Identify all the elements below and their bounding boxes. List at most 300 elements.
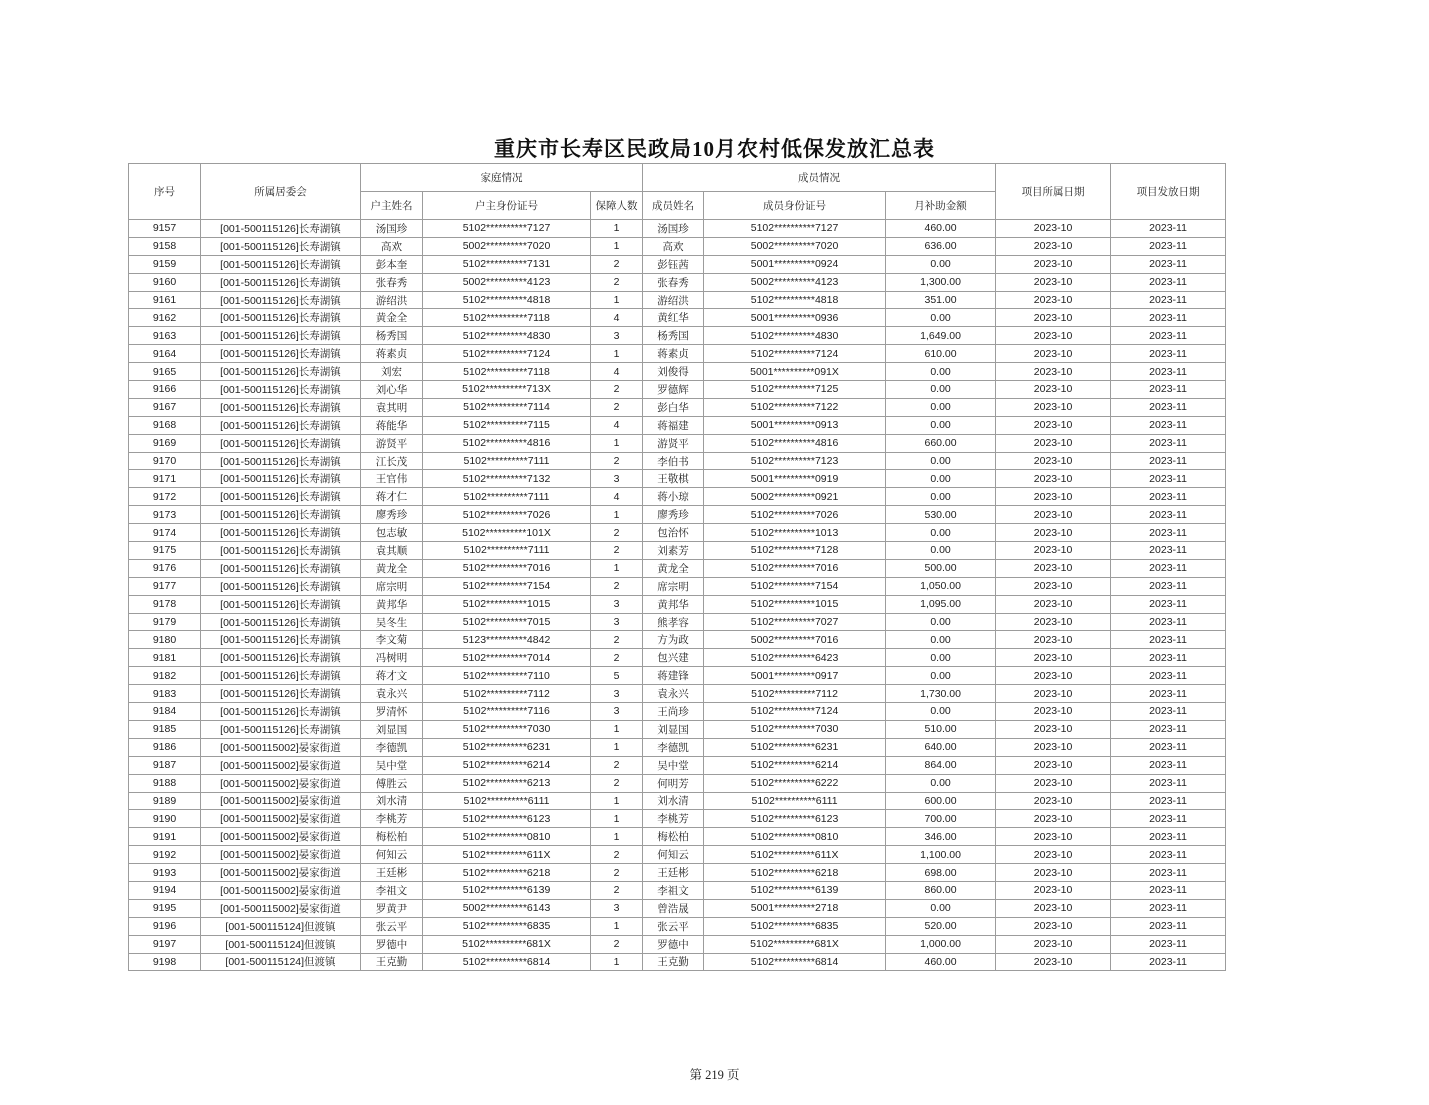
cell-monthly-subsidy: 520.00 xyxy=(886,917,996,935)
header-project-period: 项目所属日期 xyxy=(996,164,1111,220)
cell-head-id: 5102**********7114 xyxy=(423,398,591,416)
table-row xyxy=(129,237,1226,255)
header-insured-count: 保障人数 xyxy=(591,192,643,220)
cell-member-id: 5102**********7124 xyxy=(704,703,886,721)
cell-issue-date: 2023-11 xyxy=(1111,935,1226,953)
cell-insured-count: 2 xyxy=(591,774,643,792)
cell-insured-count: 1 xyxy=(591,237,643,255)
table-body xyxy=(129,220,1226,971)
cell-committee: [001-500115126]长寿湖镇 xyxy=(201,488,361,506)
cell-member-name: 高欢 xyxy=(643,237,704,255)
cell-member-name: 包治怀 xyxy=(643,524,704,542)
cell-member-name: 黄龙全 xyxy=(643,559,704,577)
cell-head-name: 彭本奎 xyxy=(361,255,423,273)
cell-member-name: 李伯书 xyxy=(643,452,704,470)
cell-head-name: 刘水清 xyxy=(361,792,423,810)
table-row xyxy=(129,864,1226,882)
cell-monthly-subsidy: 0.00 xyxy=(886,488,996,506)
cell-head-id: 5002**********6143 xyxy=(423,899,591,917)
cell-committee: [001-500115126]长寿湖镇 xyxy=(201,416,361,434)
cell-head-name: 李德凯 xyxy=(361,738,423,756)
cell-issue-date: 2023-11 xyxy=(1111,506,1226,524)
cell-monthly-subsidy: 1,095.00 xyxy=(886,595,996,613)
cell-head-name: 游贤平 xyxy=(361,434,423,452)
header-head-id: 户主身份证号 xyxy=(423,192,591,220)
cell-insured-count: 3 xyxy=(591,470,643,488)
cell-head-id: 5002**********4123 xyxy=(423,273,591,291)
cell-member-name: 方为政 xyxy=(643,631,704,649)
cell-head-id: 5102**********7111 xyxy=(423,542,591,560)
cell-project-period: 2023-10 xyxy=(996,255,1111,273)
cell-project-period: 2023-10 xyxy=(996,559,1111,577)
cell-issue-date: 2023-11 xyxy=(1111,703,1226,721)
table-row xyxy=(129,363,1226,381)
table-row xyxy=(129,792,1226,810)
cell-issue-date: 2023-11 xyxy=(1111,434,1226,452)
cell-member-id: 5102**********7154 xyxy=(704,577,886,595)
cell-member-name: 蒋福建 xyxy=(643,416,704,434)
cell-project-period: 2023-10 xyxy=(996,291,1111,309)
cell-head-id: 5102**********7026 xyxy=(423,506,591,524)
cell-insured-count: 4 xyxy=(591,488,643,506)
cell-issue-date: 2023-11 xyxy=(1111,273,1226,291)
cell-insured-count: 3 xyxy=(591,327,643,345)
cell-member-id: 5002**********7020 xyxy=(704,237,886,255)
table-row xyxy=(129,309,1226,327)
table-row xyxy=(129,667,1226,685)
cell-committee: [001-500115124]但渡镇 xyxy=(201,917,361,935)
cell-member-id: 5102**********7030 xyxy=(704,720,886,738)
cell-committee: [001-500115126]长寿湖镇 xyxy=(201,577,361,595)
cell-insured-count: 2 xyxy=(591,542,643,560)
table-row xyxy=(129,506,1226,524)
table-row xyxy=(129,381,1226,399)
cell-insured-count: 1 xyxy=(591,506,643,524)
cell-insured-count: 1 xyxy=(591,291,643,309)
cell-monthly-subsidy: 1,649.00 xyxy=(886,327,996,345)
cell-member-name: 刘显国 xyxy=(643,720,704,738)
cell-project-period: 2023-10 xyxy=(996,631,1111,649)
cell-project-period: 2023-10 xyxy=(996,828,1111,846)
cell-member-name: 彭白华 xyxy=(643,398,704,416)
cell-head-name: 杨秀国 xyxy=(361,327,423,345)
cell-project-period: 2023-10 xyxy=(996,345,1111,363)
cell-head-name: 黄龙全 xyxy=(361,559,423,577)
cell-project-period: 2023-10 xyxy=(996,237,1111,255)
cell-monthly-subsidy: 700.00 xyxy=(886,810,996,828)
cell-committee: [001-500115126]长寿湖镇 xyxy=(201,220,361,238)
cell-serial: 9179 xyxy=(129,613,201,631)
cell-head-name: 蒋能华 xyxy=(361,416,423,434)
cell-issue-date: 2023-11 xyxy=(1111,774,1226,792)
cell-committee: [001-500115126]长寿湖镇 xyxy=(201,327,361,345)
cell-member-name: 杨秀国 xyxy=(643,327,704,345)
cell-issue-date: 2023-11 xyxy=(1111,649,1226,667)
cell-insured-count: 1 xyxy=(591,559,643,577)
header-member-name: 成员姓名 xyxy=(643,192,704,220)
cell-serial: 9168 xyxy=(129,416,201,434)
cell-head-id: 5102**********4816 xyxy=(423,434,591,452)
cell-project-period: 2023-10 xyxy=(996,577,1111,595)
cell-insured-count: 3 xyxy=(591,613,643,631)
cell-head-id: 5102**********7030 xyxy=(423,720,591,738)
cell-issue-date: 2023-11 xyxy=(1111,488,1226,506)
table-row xyxy=(129,345,1226,363)
summary-table xyxy=(128,163,1226,971)
cell-head-id: 5102**********7132 xyxy=(423,470,591,488)
cell-head-name: 刘心华 xyxy=(361,381,423,399)
cell-committee: [001-500115126]长寿湖镇 xyxy=(201,703,361,721)
cell-member-name: 吴中堂 xyxy=(643,756,704,774)
cell-monthly-subsidy: 864.00 xyxy=(886,756,996,774)
table-header xyxy=(129,164,1226,220)
cell-monthly-subsidy: 640.00 xyxy=(886,738,996,756)
cell-insured-count: 2 xyxy=(591,524,643,542)
cell-member-id: 5102**********7027 xyxy=(704,613,886,631)
cell-monthly-subsidy: 346.00 xyxy=(886,828,996,846)
cell-head-id: 5102**********6213 xyxy=(423,774,591,792)
cell-member-name: 何明芳 xyxy=(643,774,704,792)
cell-serial: 9171 xyxy=(129,470,201,488)
cell-project-period: 2023-10 xyxy=(996,381,1111,399)
cell-committee: [001-500115126]长寿湖镇 xyxy=(201,613,361,631)
header-issue-date: 项目发放日期 xyxy=(1111,164,1226,220)
page-number: 第 219 页 xyxy=(689,1068,740,1082)
cell-head-id: 5102**********6835 xyxy=(423,917,591,935)
table-row xyxy=(129,488,1226,506)
cell-serial: 9160 xyxy=(129,273,201,291)
cell-issue-date: 2023-11 xyxy=(1111,220,1226,238)
cell-serial: 9190 xyxy=(129,810,201,828)
cell-head-name: 傅胜云 xyxy=(361,774,423,792)
cell-serial: 9164 xyxy=(129,345,201,363)
cell-insured-count: 4 xyxy=(591,416,643,434)
cell-committee: [001-500115126]长寿湖镇 xyxy=(201,595,361,613)
cell-member-id: 5102**********7026 xyxy=(704,506,886,524)
cell-head-id: 5102**********7111 xyxy=(423,452,591,470)
cell-member-id: 5102**********7123 xyxy=(704,452,886,470)
cell-monthly-subsidy: 0.00 xyxy=(886,381,996,399)
cell-serial: 9175 xyxy=(129,542,201,560)
cell-committee: [001-500115126]长寿湖镇 xyxy=(201,309,361,327)
cell-head-id: 5102**********7115 xyxy=(423,416,591,434)
cell-head-name: 王克勤 xyxy=(361,953,423,971)
cell-member-name: 梅松柏 xyxy=(643,828,704,846)
cell-member-id: 5001**********0919 xyxy=(704,470,886,488)
cell-serial: 9195 xyxy=(129,899,201,917)
table-row xyxy=(129,559,1226,577)
cell-head-id: 5102**********7014 xyxy=(423,649,591,667)
cell-insured-count: 1 xyxy=(591,810,643,828)
cell-insured-count: 3 xyxy=(591,595,643,613)
cell-head-id: 5102**********7154 xyxy=(423,577,591,595)
cell-serial: 9159 xyxy=(129,255,201,273)
cell-committee: [001-500115126]长寿湖镇 xyxy=(201,345,361,363)
table-row xyxy=(129,935,1226,953)
cell-committee: [001-500115126]长寿湖镇 xyxy=(201,273,361,291)
cell-project-period: 2023-10 xyxy=(996,470,1111,488)
cell-project-period: 2023-10 xyxy=(996,899,1111,917)
cell-issue-date: 2023-11 xyxy=(1111,345,1226,363)
cell-monthly-subsidy: 0.00 xyxy=(886,667,996,685)
cell-insured-count: 3 xyxy=(591,703,643,721)
cell-committee: [001-500115126]长寿湖镇 xyxy=(201,542,361,560)
table-row xyxy=(129,917,1226,935)
cell-insured-count: 1 xyxy=(591,917,643,935)
cell-monthly-subsidy: 610.00 xyxy=(886,345,996,363)
cell-committee: [001-500115002]晏家街道 xyxy=(201,864,361,882)
cell-head-name: 李桃芳 xyxy=(361,810,423,828)
cell-member-name: 刘水清 xyxy=(643,792,704,810)
cell-member-id: 5102**********6123 xyxy=(704,810,886,828)
cell-head-id: 5123**********4842 xyxy=(423,631,591,649)
cell-insured-count: 1 xyxy=(591,434,643,452)
cell-head-id: 5102**********0810 xyxy=(423,828,591,846)
cell-head-name: 包志敏 xyxy=(361,524,423,542)
cell-member-name: 蒋小琼 xyxy=(643,488,704,506)
cell-serial: 9165 xyxy=(129,363,201,381)
cell-member-id: 5102**********1013 xyxy=(704,524,886,542)
cell-issue-date: 2023-11 xyxy=(1111,792,1226,810)
cell-monthly-subsidy: 1,000.00 xyxy=(886,935,996,953)
cell-issue-date: 2023-11 xyxy=(1111,613,1226,631)
cell-member-id: 5002**********7016 xyxy=(704,631,886,649)
cell-member-id: 5102**********6218 xyxy=(704,864,886,882)
cell-committee: [001-500115126]长寿湖镇 xyxy=(201,381,361,399)
cell-monthly-subsidy: 0.00 xyxy=(886,542,996,560)
cell-monthly-subsidy: 0.00 xyxy=(886,416,996,434)
table-row xyxy=(129,452,1226,470)
cell-issue-date: 2023-11 xyxy=(1111,631,1226,649)
cell-monthly-subsidy: 0.00 xyxy=(886,631,996,649)
cell-insured-count: 2 xyxy=(591,255,643,273)
cell-member-name: 罗德中 xyxy=(643,935,704,953)
cell-issue-date: 2023-11 xyxy=(1111,398,1226,416)
cell-member-id: 5002**********4123 xyxy=(704,273,886,291)
cell-member-name: 游贤平 xyxy=(643,434,704,452)
cell-monthly-subsidy: 1,100.00 xyxy=(886,846,996,864)
cell-monthly-subsidy: 0.00 xyxy=(886,774,996,792)
cell-project-period: 2023-10 xyxy=(996,953,1111,971)
cell-head-id: 5102**********6139 xyxy=(423,881,591,899)
cell-member-name: 包兴建 xyxy=(643,649,704,667)
cell-serial: 9178 xyxy=(129,595,201,613)
cell-head-id: 5102**********7124 xyxy=(423,345,591,363)
cell-monthly-subsidy: 530.00 xyxy=(886,506,996,524)
cell-head-name: 何知云 xyxy=(361,846,423,864)
cell-committee: [001-500115124]但渡镇 xyxy=(201,935,361,953)
cell-serial: 9166 xyxy=(129,381,201,399)
cell-head-name: 王官伟 xyxy=(361,470,423,488)
header-member-group: 成员情况 xyxy=(643,164,996,192)
cell-serial: 9194 xyxy=(129,881,201,899)
cell-head-id: 5102**********4818 xyxy=(423,291,591,309)
cell-committee: [001-500115002]晏家街道 xyxy=(201,828,361,846)
cell-monthly-subsidy: 0.00 xyxy=(886,649,996,667)
cell-member-name: 汤国珍 xyxy=(643,220,704,238)
cell-head-id: 5102**********7111 xyxy=(423,488,591,506)
cell-committee: [001-500115126]长寿湖镇 xyxy=(201,434,361,452)
cell-issue-date: 2023-11 xyxy=(1111,864,1226,882)
table-row xyxy=(129,738,1226,756)
table-row xyxy=(129,434,1226,452)
cell-monthly-subsidy: 1,730.00 xyxy=(886,685,996,703)
cell-serial: 9158 xyxy=(129,237,201,255)
cell-head-id: 5102**********7016 xyxy=(423,559,591,577)
cell-head-name: 袁其顺 xyxy=(361,542,423,560)
cell-member-name: 熊孝容 xyxy=(643,613,704,631)
cell-head-name: 冯树明 xyxy=(361,649,423,667)
table-row xyxy=(129,899,1226,917)
cell-head-id: 5102**********7110 xyxy=(423,667,591,685)
cell-member-name: 游绍洪 xyxy=(643,291,704,309)
cell-head-name: 刘显国 xyxy=(361,720,423,738)
cell-project-period: 2023-10 xyxy=(996,792,1111,810)
cell-head-name: 吴中堂 xyxy=(361,756,423,774)
cell-project-period: 2023-10 xyxy=(996,309,1111,327)
cell-project-period: 2023-10 xyxy=(996,488,1111,506)
cell-monthly-subsidy: 1,300.00 xyxy=(886,273,996,291)
cell-serial: 9177 xyxy=(129,577,201,595)
cell-issue-date: 2023-11 xyxy=(1111,291,1226,309)
cell-project-period: 2023-10 xyxy=(996,542,1111,560)
cell-head-id: 5102**********7118 xyxy=(423,309,591,327)
cell-member-name: 王尚珍 xyxy=(643,703,704,721)
cell-member-id: 5102**********0810 xyxy=(704,828,886,846)
cell-serial: 9182 xyxy=(129,667,201,685)
cell-insured-count: 3 xyxy=(591,899,643,917)
cell-issue-date: 2023-11 xyxy=(1111,237,1226,255)
cell-issue-date: 2023-11 xyxy=(1111,559,1226,577)
cell-head-name: 吴冬生 xyxy=(361,613,423,631)
cell-committee: [001-500115126]长寿湖镇 xyxy=(201,363,361,381)
cell-head-id: 5102**********7112 xyxy=(423,685,591,703)
cell-head-id: 5102**********6814 xyxy=(423,953,591,971)
cell-head-name: 汤国珍 xyxy=(361,220,423,238)
cell-insured-count: 2 xyxy=(591,577,643,595)
cell-monthly-subsidy: 0.00 xyxy=(886,398,996,416)
cell-head-id: 5002**********7020 xyxy=(423,237,591,255)
cell-project-period: 2023-10 xyxy=(996,846,1111,864)
cell-member-id: 5102**********6111 xyxy=(704,792,886,810)
cell-committee: [001-500115002]晏家街道 xyxy=(201,899,361,917)
cell-issue-date: 2023-11 xyxy=(1111,881,1226,899)
cell-insured-count: 2 xyxy=(591,381,643,399)
cell-project-period: 2023-10 xyxy=(996,398,1111,416)
cell-committee: [001-500115126]长寿湖镇 xyxy=(201,524,361,542)
cell-head-name: 张云平 xyxy=(361,917,423,935)
cell-member-name: 张春秀 xyxy=(643,273,704,291)
cell-issue-date: 2023-11 xyxy=(1111,255,1226,273)
cell-issue-date: 2023-11 xyxy=(1111,470,1226,488)
cell-issue-date: 2023-11 xyxy=(1111,452,1226,470)
cell-issue-date: 2023-11 xyxy=(1111,524,1226,542)
cell-insured-count: 1 xyxy=(591,953,643,971)
cell-member-name: 王克勤 xyxy=(643,953,704,971)
cell-head-name: 李祖文 xyxy=(361,881,423,899)
cell-monthly-subsidy: 636.00 xyxy=(886,237,996,255)
cell-member-id: 5102**********6222 xyxy=(704,774,886,792)
cell-head-name: 黄金全 xyxy=(361,309,423,327)
cell-head-id: 5102**********1015 xyxy=(423,595,591,613)
header-committee: 所属居委会 xyxy=(201,164,361,220)
cell-serial: 9180 xyxy=(129,631,201,649)
cell-member-name: 彭钰茜 xyxy=(643,255,704,273)
cell-member-name: 李祖文 xyxy=(643,881,704,899)
cell-member-id: 5102**********7124 xyxy=(704,345,886,363)
cell-member-id: 5102**********7016 xyxy=(704,559,886,577)
cell-project-period: 2023-10 xyxy=(996,327,1111,345)
cell-head-name: 高欢 xyxy=(361,237,423,255)
cell-monthly-subsidy: 0.00 xyxy=(886,899,996,917)
cell-monthly-subsidy: 460.00 xyxy=(886,220,996,238)
cell-committee: [001-500115126]长寿湖镇 xyxy=(201,720,361,738)
cell-member-id: 5102**********6835 xyxy=(704,917,886,935)
cell-insured-count: 2 xyxy=(591,881,643,899)
page-title: 重庆市长寿区民政局10月农村低保发放汇总表 xyxy=(494,137,935,161)
cell-issue-date: 2023-11 xyxy=(1111,953,1226,971)
table-row xyxy=(129,291,1226,309)
cell-member-id: 5001**********091X xyxy=(704,363,886,381)
cell-committee: [001-500115126]长寿湖镇 xyxy=(201,506,361,524)
cell-head-name: 罗德中 xyxy=(361,935,423,953)
summary-table-container xyxy=(128,163,1226,971)
cell-project-period: 2023-10 xyxy=(996,685,1111,703)
cell-committee: [001-500115126]长寿湖镇 xyxy=(201,291,361,309)
cell-issue-date: 2023-11 xyxy=(1111,381,1226,399)
cell-member-name: 蒋建锋 xyxy=(643,667,704,685)
table-row xyxy=(129,756,1226,774)
cell-monthly-subsidy: 0.00 xyxy=(886,452,996,470)
cell-head-id: 5102**********6214 xyxy=(423,756,591,774)
cell-project-period: 2023-10 xyxy=(996,416,1111,434)
cell-issue-date: 2023-11 xyxy=(1111,577,1226,595)
table-row xyxy=(129,828,1226,846)
cell-member-name: 李德凯 xyxy=(643,738,704,756)
cell-issue-date: 2023-11 xyxy=(1111,756,1226,774)
cell-insured-count: 2 xyxy=(591,631,643,649)
cell-member-id: 5001**********2718 xyxy=(704,899,886,917)
cell-monthly-subsidy: 698.00 xyxy=(886,864,996,882)
cell-project-period: 2023-10 xyxy=(996,524,1111,542)
table-row xyxy=(129,631,1226,649)
cell-committee: [001-500115126]长寿湖镇 xyxy=(201,649,361,667)
cell-issue-date: 2023-11 xyxy=(1111,309,1226,327)
cell-project-period: 2023-10 xyxy=(996,613,1111,631)
cell-head-id: 5102**********611X xyxy=(423,846,591,864)
cell-serial: 9189 xyxy=(129,792,201,810)
cell-member-id: 5001**********0924 xyxy=(704,255,886,273)
cell-issue-date: 2023-11 xyxy=(1111,595,1226,613)
cell-committee: [001-500115126]长寿湖镇 xyxy=(201,685,361,703)
cell-member-name: 刘素芳 xyxy=(643,542,704,560)
table-row xyxy=(129,524,1226,542)
cell-serial: 9186 xyxy=(129,738,201,756)
cell-serial: 9157 xyxy=(129,220,201,238)
cell-member-id: 5102**********4818 xyxy=(704,291,886,309)
cell-insured-count: 2 xyxy=(591,398,643,416)
cell-head-id: 5102**********713X xyxy=(423,381,591,399)
cell-insured-count: 1 xyxy=(591,828,643,846)
cell-issue-date: 2023-11 xyxy=(1111,738,1226,756)
cell-insured-count: 2 xyxy=(591,756,643,774)
cell-member-id: 5002**********0921 xyxy=(704,488,886,506)
cell-head-name: 蒋才文 xyxy=(361,667,423,685)
cell-issue-date: 2023-11 xyxy=(1111,327,1226,345)
cell-member-name: 罗德辉 xyxy=(643,381,704,399)
cell-insured-count: 2 xyxy=(591,649,643,667)
cell-member-id: 5001**********0913 xyxy=(704,416,886,434)
